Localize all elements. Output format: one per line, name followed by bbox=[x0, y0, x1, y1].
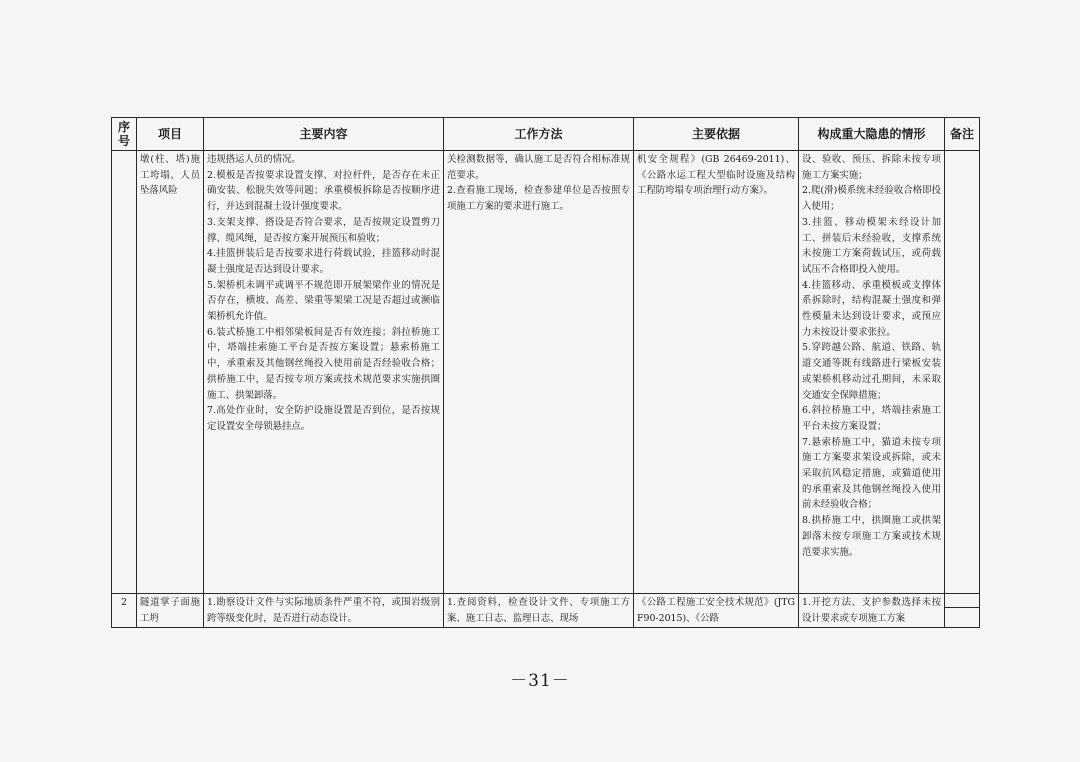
header-item: 项目 bbox=[137, 118, 204, 151]
cell-basis: 《公路工程施工安全技术规范》(JTG F90-2015)、《公路 bbox=[634, 594, 799, 628]
header-seq: 序号 bbox=[112, 118, 137, 151]
cell-item: 隧道掌子面施工坍 bbox=[137, 594, 204, 628]
cell-item: 墩(柱、塔)施工垮塌、人员坠落风险 bbox=[137, 151, 204, 594]
remark-divider bbox=[945, 594, 979, 608]
header-method: 工作方法 bbox=[444, 118, 634, 151]
cell-seq: 2 bbox=[112, 594, 137, 628]
cell-hazard: 设、验收、预压、拆除未按专项施工方案实施； 2.爬(滑)模系统未经验收合格即投入使用； 3.挂篮、移动模架未经设计加工、拼装后未经验收，支撑系统未按施工方案荷载试压，或荷载试压不合格即投入使用。 4.挂篮移动、承重模板或支撑体系拆除时，结构混凝土强度和弹性模量未达到设计要求，或预应力未按设计要求张拉。 5.穿跨越公路、航道、铁路、轨道交通等既有线路进行梁板安装或架桥机移动过孔期间，未采取交通安全保障措施； 6.斜拉桥施工中，塔端挂索施工平台未按方案设置； 7.悬索桥施工中，猫道未按专项施工方案要求架设或拆除，或未采取抗风稳定措施，或猫道使用的承重索及其他钢丝绳投入使用前未经验收合格； 8.拱桥施工中，拱圈施工或拱架卸落未按专项施工方案或技术规范要求实施。 bbox=[799, 151, 945, 594]
table-header-row bbox=[112, 118, 980, 151]
cell-remark bbox=[945, 151, 980, 594]
cell-method: 关检测数据等，确认施工是否符合相标准规范要求。 2.查看施工现场，检查参建单位是否按照专项施工方案的要求进行施工。 bbox=[444, 151, 634, 594]
header-remark: 备注 bbox=[945, 118, 980, 151]
table-row bbox=[112, 151, 980, 594]
cell-seq bbox=[112, 151, 137, 594]
cell-content: 违规搭运人员的情况。 2.模板是否按要求设置支撑、对拉杆件，是否存在未正确安装、松脱失效等问题；承重模板拆除是否按顺序进行，并达到混凝土设计强度要求。 3.支架支撑、搭设是否符合要求，是否按规定设置剪刀撑、缆风绳，是否按方案开展预压和验收； 4.挂篮拼装后是否按要求进行荷载试验，挂篮移动时混凝土强度是否达到设计要求。 5.架桥机未调平或调平不规范即开展架梁作业的情况是否存在，横坡、高差、梁重等架梁工况是否超过或濒临架桥机允许值。 6.装式桥施工中相邻梁板间是否有效连接；斜拉桥施工中，塔端挂索施工平台是否按方案设置；悬索桥施工中，承重索及其他钢丝绳投入使用前是否经验收合格；拱桥施工中，是否按专项方案或技术规范要求实施拱圈施工、拱架卸落。 7.高处作业时，安全防护设施设置是否到位，是否按规定设置安全母锁悬挂点。 bbox=[204, 151, 444, 594]
header-basis: 主要依据 bbox=[634, 118, 799, 151]
hazard-table bbox=[111, 117, 980, 628]
cell-method: 1.查阅资料，检查设计文件、专项施工方案、施工日志、监理日志、现场 bbox=[444, 594, 634, 628]
cell-remark bbox=[945, 594, 980, 628]
header-hazard: 构成重大隐患的情形 bbox=[799, 118, 945, 151]
page-number: －31－ bbox=[510, 671, 570, 691]
header-content: 主要内容 bbox=[204, 118, 444, 151]
table-row bbox=[112, 594, 980, 628]
cell-basis: 机安全规程》(GB 26469-2011)、《公路水运工程大型临时设施及结构工程防垮塌专项治理行动方案》。 bbox=[634, 151, 799, 594]
cell-content: 1.勘察设计文件与实际地质条件严重不符，或围岩级别跨等级变化时，是否进行动态设计。 bbox=[204, 594, 444, 628]
cell-hazard: 1.开挖方法、支护参数选择未按设计要求或专项施工方案 bbox=[799, 594, 945, 628]
